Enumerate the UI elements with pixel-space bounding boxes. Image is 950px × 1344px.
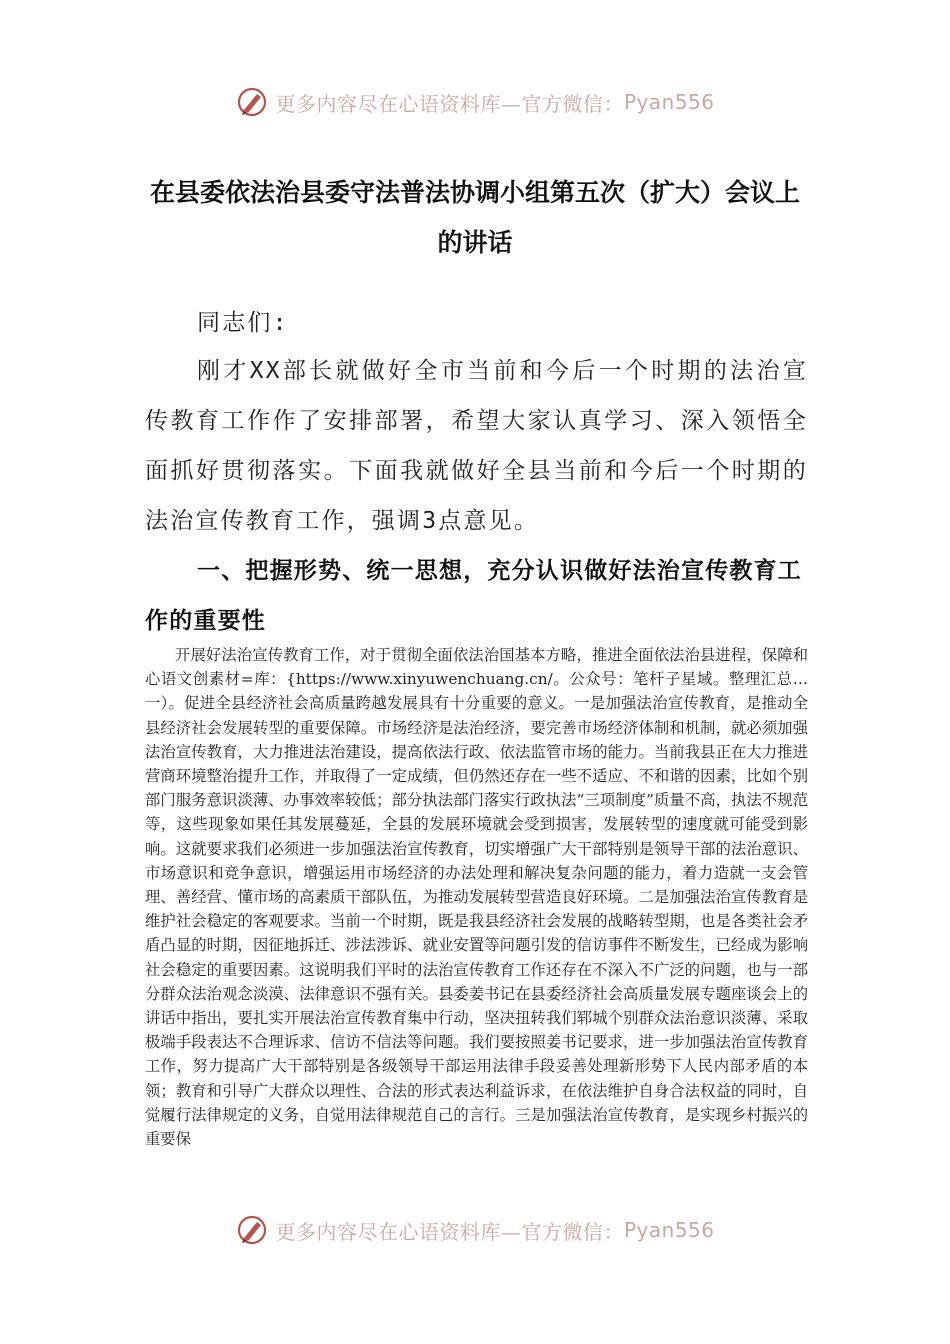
document-title: 在县委依法治县委守法普法协调小组第五次（扩大）会议上的讲话 — [149, 178, 800, 257]
watermark-text: 更多内容尽在心语资料库—官方微信： — [275, 91, 624, 116]
pen-logo-icon — [235, 1213, 269, 1247]
section-heading-1: 一、把握形势、统一思想，充分认识做好法治宣传教育工作的重要性 — [145, 558, 802, 634]
body-paragraph-1: 开展好法治宣传教育工作，对于贯彻全面依法治国基本方略，推进全面依法治县进程，保障和心语文创素材=库：{https://www.xinyuwenchuang.cn/。公众号：笔杆子星域。整理汇总…一）。促进全县经济社会高质量跨越发展具有十分重要的意义。一是加强法治宣传教育，是推动全县经济社会发展转型的重要保障。市场经济是法治经济，要完善市场经济体制和机制，就必须加强法治宣传教育，大力推进法治建设，提高依法行政、依法监管市场的能力。当前我县正在大力推进营商环境整治提升工作，并取得了一定成绩，但仍然还存在一些不适应、不和谐的因素，比如个别部门服务意识淡薄、办事效率较低；部分执法部门落实行政执法“三项制度”质量不高，执法不规范等，这些现象如果任其发展蔓延，全县的发展环境就会受到损害，发展转型的速度就可能受到影响。这就要求我们必须进一步加强法治宣传教育，切实增强广大干部特别是领导干部的法治意识、市场意识和竞争意识，增强运用市场经济的办法处理和解决复杂问题的能力，着力造就一支会管理、善经营、懂市场的高素质干部队伍，为推动发展转型营造良好环境。二是加强法治宣传教育是维护社会稳定的客观要求。当前一个时期，既是我县经济社会发展的战略转型期，也是各类社会矛盾凸显的时期，因征地拆迁、涉法涉诉、就业安置等问题引发的信访事件不断发生，已经成为影响社会稳定的重要因素。这说明我们平时的法治宣传教育工作还存在不深入不广泛的问题，也与一部分群众法治观念淡漠、法律意识不强有关。县委姜书记在县委经济社会高质量发展专题座谈会上的讲话中指出，要扎实开展法治宣传教育集中行动，坚决扭转我们郓城个别群众法治意识淡薄、采取极端手段表达不合理诉求、信访不信法等问题。我们要按照姜书记要求，进一步加强法治宣传教育工作，努力提高广大干部特别是各级领导干部运用法律手段妥善处理新形势下人民内部矛盾的本领；教育和引导广大群众以理性、合法的形式表达利益诉求，在依法维护自身合法权益的同时，自觉履行法律规定的义务，自觉用法律规范自己的言行。三是加强法治宣传教育，是实现乡村振兴的重要保 — [145, 646, 808, 1149]
watermark-footer — [0, 1208, 950, 1252]
watermark-text: 更多内容尽在心语资料库—官方微信： — [275, 1219, 624, 1244]
intro-paragraph: 刚才XX部长就做好全市当前和今后一个时期的法治宣传教育工作作了安排部署，希望大家认真学习、深入领悟全面抓好贯彻落实。下面我就做好全县当前和今后一个时期的法治宣传教育工作，强调3点意见。 — [145, 358, 808, 534]
greeting: 同志们: — [197, 310, 289, 336]
watermark-id: Pyan556 — [623, 90, 715, 114]
pen-logo-icon — [235, 85, 269, 119]
watermark-id: Pyan556 — [623, 1218, 715, 1242]
watermark-header — [0, 80, 950, 124]
